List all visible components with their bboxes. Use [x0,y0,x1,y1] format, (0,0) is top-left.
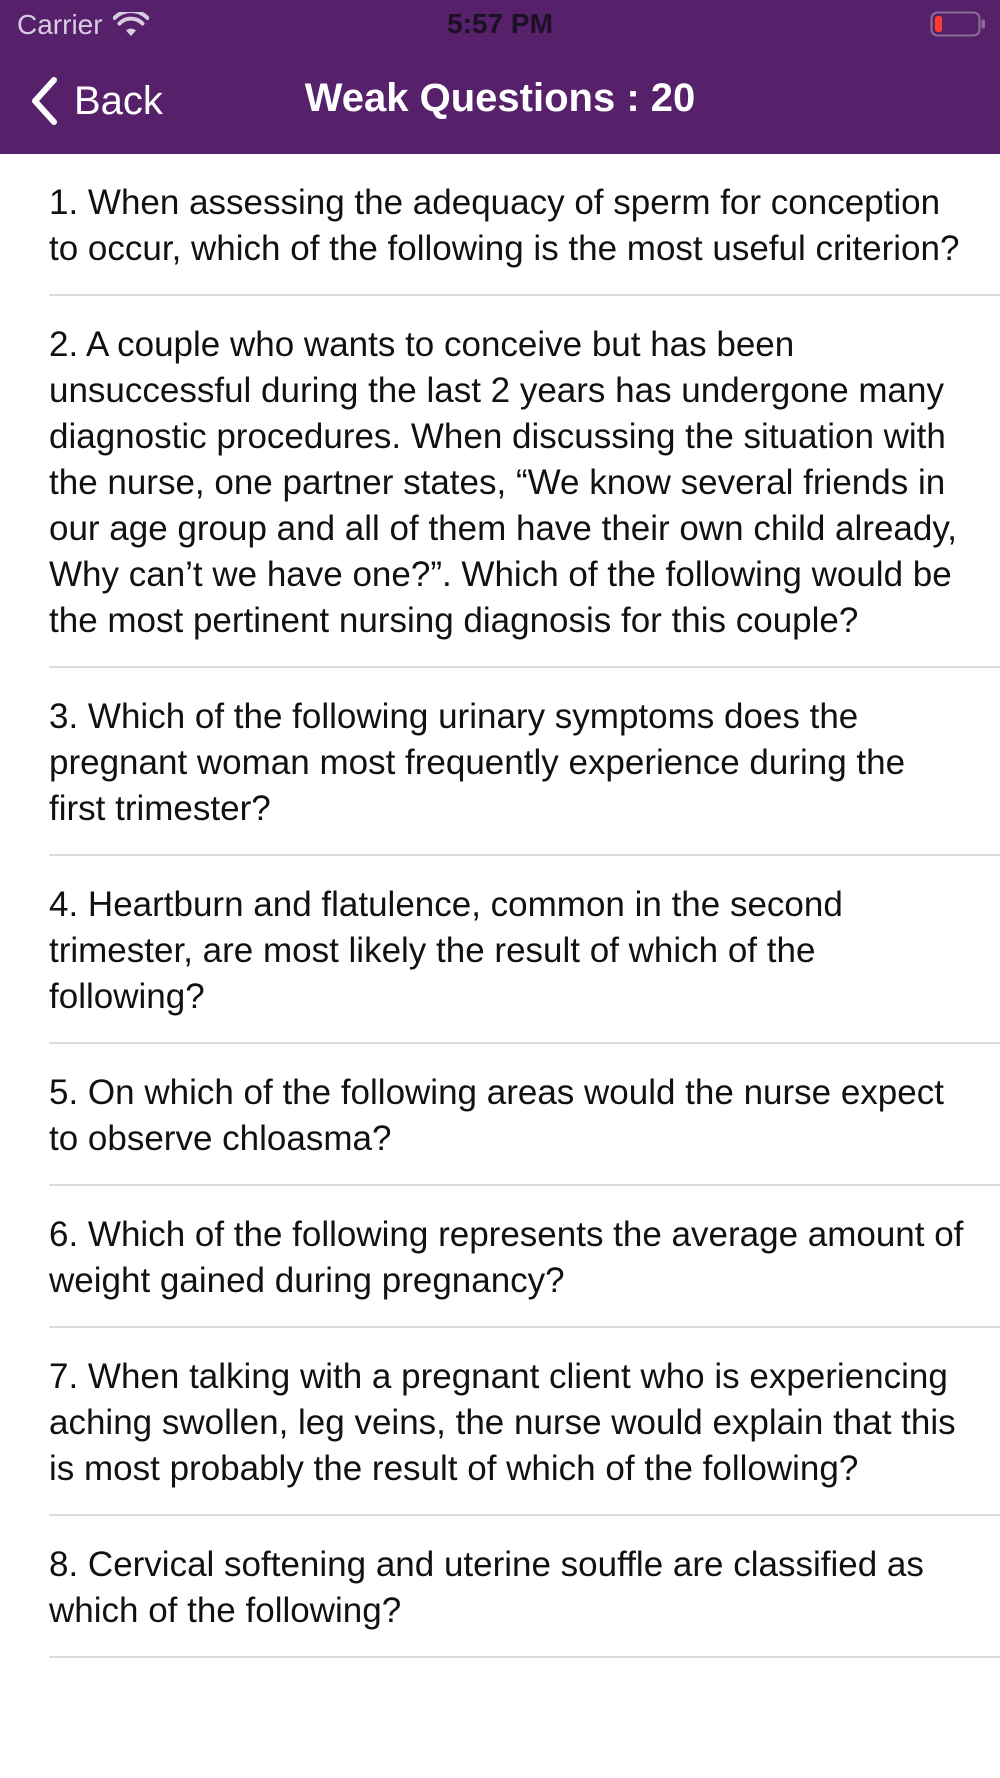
question-item[interactable]: 7. When talking with a pregnant client who is experiencing aching swollen, leg veins, the nurse would explain that this is most probably the result of which of the following? [0,1328,1000,1516]
question-item[interactable]: 8. Cervical softening and uterine souffle are classified as which of the following? [0,1516,1000,1658]
status-time: 5:57 PM [447,8,553,39]
question-item[interactable]: 2. A couple who wants to conceive but has been unsuccessful during the last 2 years has undergone many diagnostic procedures. When discussing the situation with the nurse, one partner states, “We know several friends in our age group and all of them have their own child already, Why can’t we have one?”. Which of the following would be the most pertinent nursing diagnosis for this couple? [0,296,1000,668]
question-item[interactable]: 5. On which of the following areas would the nurse expect to observe chloasma? [0,1044,1000,1186]
carrier-label: Carrier [17,9,103,40]
header [0,0,1000,154]
status-bar [0,0,1000,50]
page-title: Weak Questions : 20 [304,76,696,120]
question-item[interactable]: 4. Heartburn and flatulence, common in the second trimester, are most likely the result of which of the following? [0,856,1000,1044]
question-item[interactable]: 3. Which of the following urinary symptoms does the pregnant woman most frequently experience during the first trimester? [0,668,1000,856]
question-item[interactable]: 6. Which of the following represents the average amount of weight gained during pregnancy? [0,1186,1000,1328]
battery-icon [930,11,986,37]
nav-bar [0,50,1000,154]
question-list [0,154,1000,1658]
question-item[interactable]: 1. When assessing the adequacy of sperm for conception to occur, which of the following is the most useful criterion? [0,154,1000,296]
back-label: Back [74,78,163,123]
